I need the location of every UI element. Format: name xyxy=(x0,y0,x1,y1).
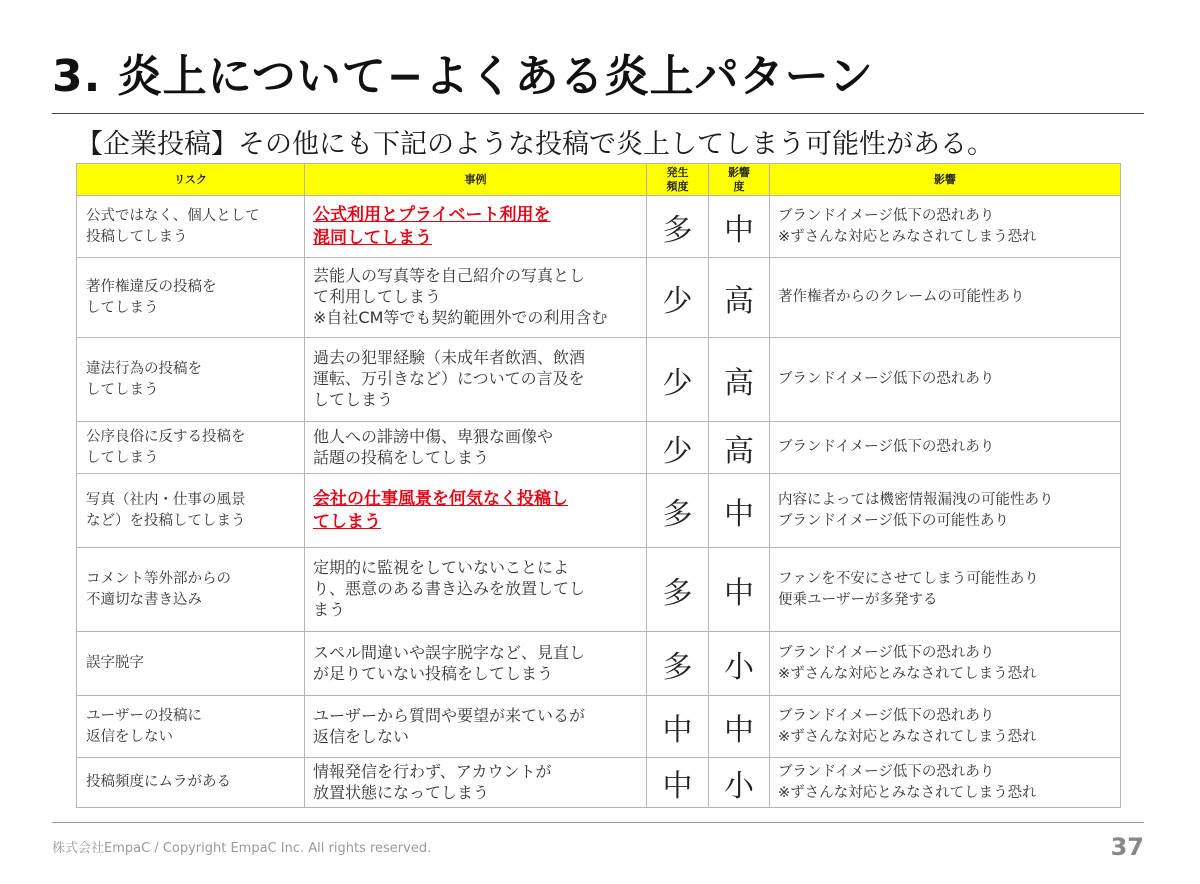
frequency-cell xyxy=(647,474,709,548)
risk-cell-text: 著作権違反の投稿を してしまう xyxy=(86,279,217,316)
example-cell xyxy=(305,258,647,338)
frequency-cell xyxy=(647,338,709,422)
risk-cell xyxy=(77,758,305,808)
influence-cell xyxy=(709,474,770,548)
example-cell xyxy=(305,548,647,632)
example-cell xyxy=(305,696,647,758)
footer-copyright: 株式会社EmpaC / Copyright EmpaC Inc. All rights reserved. xyxy=(52,841,432,856)
influence-cell-text: 小 xyxy=(724,649,754,685)
risk-cell-text: コメント等外部からの 不適切な書き込み xyxy=(86,571,231,608)
risk-cell-text: ユーザーの投稿に 返信をしない xyxy=(86,708,202,745)
frequency-cell-text: 中 xyxy=(662,768,693,804)
impact-cell xyxy=(770,758,1121,808)
header-frequency: 発生 頻度 xyxy=(647,164,709,196)
example-cell xyxy=(305,474,647,548)
header-example: 事例 xyxy=(305,164,647,196)
example-cell xyxy=(305,196,647,258)
impact-cell-text: ブランドイメージ低下の恐れあり xyxy=(778,371,995,388)
impact-cell xyxy=(770,632,1121,696)
impact-cell-text: ファンを不安にさせてしまう可能性あり 便乗ユーザーが多発する xyxy=(778,571,1039,608)
risk-cell-text: 投稿頻度にムラがある xyxy=(86,774,231,791)
influence-cell-text: 高 xyxy=(724,433,754,469)
influence-cell-text: 小 xyxy=(724,768,754,804)
risk-cell xyxy=(77,474,305,548)
example-cell-text: 情報発信を行わず、アカウントが 放置状態になってしまう xyxy=(313,761,552,802)
frequency-cell xyxy=(647,632,709,696)
example-cell-text: ユーザーから質問や要望が来ているが 返信をしない xyxy=(313,705,586,746)
risk-cell xyxy=(77,548,305,632)
influence-cell-text: 中 xyxy=(724,212,754,248)
influence-cell-text: 中 xyxy=(724,496,754,532)
example-cell-text: 芸能人の写真等を自己紹介の写真とし て利用してしまう ※自社CM等でも契約範囲外での利用含む xyxy=(313,266,608,327)
impact-cell xyxy=(770,422,1121,474)
impact-cell xyxy=(770,196,1121,258)
risk-cell-text: 誤字脱字 xyxy=(86,655,144,672)
influence-cell-text: 中 xyxy=(724,712,754,748)
example-cell xyxy=(305,758,647,808)
risk-table-body xyxy=(77,196,1121,808)
frequency-cell-text: 多 xyxy=(662,575,693,611)
influence-cell-text: 高 xyxy=(724,365,754,401)
table-row xyxy=(77,422,1121,474)
risk-cell xyxy=(77,258,305,338)
impact-cell xyxy=(770,696,1121,758)
influence-cell xyxy=(709,548,770,632)
frequency-cell-text: 少 xyxy=(662,283,693,319)
impact-cell xyxy=(770,258,1121,338)
risk-cell xyxy=(77,696,305,758)
table-row xyxy=(77,548,1121,632)
table-row xyxy=(77,758,1121,808)
table-row xyxy=(77,474,1121,548)
frequency-cell xyxy=(647,422,709,474)
impact-cell xyxy=(770,338,1121,422)
frequency-cell xyxy=(647,258,709,338)
header-influence: 影響 度 xyxy=(709,164,770,196)
impact-cell-text: 内容によっては機密情報漏洩の可能性あり ブランドイメージ低下の可能性あり xyxy=(778,492,1054,529)
impact-cell xyxy=(770,548,1121,632)
risk-table xyxy=(76,163,1121,808)
risk-cell xyxy=(77,422,305,474)
page-number: 37 xyxy=(1110,833,1144,861)
frequency-cell xyxy=(647,548,709,632)
influence-cell-text: 高 xyxy=(724,283,754,319)
risk-cell xyxy=(77,632,305,696)
frequency-cell xyxy=(647,196,709,258)
frequency-cell-text: 多 xyxy=(662,649,693,685)
influence-cell xyxy=(709,258,770,338)
example-cell xyxy=(305,632,647,696)
frequency-cell-text: 少 xyxy=(662,365,693,401)
influence-cell xyxy=(709,338,770,422)
frequency-cell-text: 中 xyxy=(662,712,693,748)
page-subtitle: 【企業投稿】その他にも下記のような投稿で炎上してしまう可能性がある。 xyxy=(76,129,994,160)
page-title: 3. 炎上について−よくある炎上パターン xyxy=(52,51,874,102)
footer-divider xyxy=(52,822,1144,823)
impact-cell-text: ブランドイメージ低下の恐れあり xyxy=(778,439,995,456)
risk-cell-text: 公序良俗に反する投稿を してしまう xyxy=(86,429,246,466)
frequency-cell-text: 少 xyxy=(662,433,693,469)
table-row xyxy=(77,258,1121,338)
risk-cell xyxy=(77,196,305,258)
frequency-cell xyxy=(647,758,709,808)
table-row xyxy=(77,196,1121,258)
impact-cell-text: 著作権者からのクレームの可能性あり xyxy=(778,289,1025,306)
example-cell xyxy=(305,422,647,474)
header-impact: 影響 xyxy=(770,164,1121,196)
example-cell-text: 過去の犯罪経験（未成年者飲酒、飲酒 運転、万引きなど）についての言及を してしまう xyxy=(313,348,586,409)
header-risk: リスク xyxy=(77,164,305,196)
title-divider xyxy=(52,113,1144,114)
table-row xyxy=(77,632,1121,696)
example-cell-text: 定期的に監視をしていないことによ り、悪意のある書き込みを放置してし まう xyxy=(313,558,586,619)
impact-cell xyxy=(770,474,1121,548)
example-cell xyxy=(305,338,647,422)
risk-cell xyxy=(77,338,305,422)
impact-cell-text: ブランドイメージ低下の恐れあり ※ずさんな対応とみなされてしまう恐れ xyxy=(778,645,1037,682)
risk-cell-text: 公式ではなく、個人として 投稿してしまう xyxy=(86,208,260,245)
influence-cell xyxy=(709,422,770,474)
example-cell-text: スペル間違いや誤字脱字など、見直し が足りていない投稿をしてしまう xyxy=(313,642,586,683)
risk-cell-text: 写真（社内・仕事の風景 など）を投稿してしまう xyxy=(86,492,246,529)
example-cell-text: 公式利用とプライベート利用を 混同してしまう xyxy=(313,205,551,248)
impact-cell-text: ブランドイメージ低下の恐れあり ※ずさんな対応とみなされてしまう恐れ xyxy=(778,708,1037,745)
table-row xyxy=(77,696,1121,758)
influence-cell xyxy=(709,196,770,258)
impact-cell-text: ブランドイメージ低下の恐れあり ※ずさんな対応とみなされてしまう恐れ xyxy=(778,764,1037,801)
frequency-cell-text: 多 xyxy=(662,496,693,532)
risk-cell-text: 違法行為の投稿を してしまう xyxy=(86,361,202,398)
impact-cell-text: ブランドイメージ低下の恐れあり ※ずさんな対応とみなされてしまう恐れ xyxy=(778,208,1037,245)
influence-cell xyxy=(709,632,770,696)
influence-cell xyxy=(709,696,770,758)
frequency-cell xyxy=(647,696,709,758)
example-cell-text: 他人への誹謗中傷、卑猥な画像や 話題の投稿をしてしまう xyxy=(313,426,554,467)
table-header-row xyxy=(77,164,1121,196)
influence-cell xyxy=(709,758,770,808)
frequency-cell-text: 多 xyxy=(662,212,693,248)
table-row xyxy=(77,338,1121,422)
influence-cell-text: 中 xyxy=(724,575,754,611)
example-cell-text: 会社の仕事風景を何気なく投稿し てしまう xyxy=(313,489,568,532)
